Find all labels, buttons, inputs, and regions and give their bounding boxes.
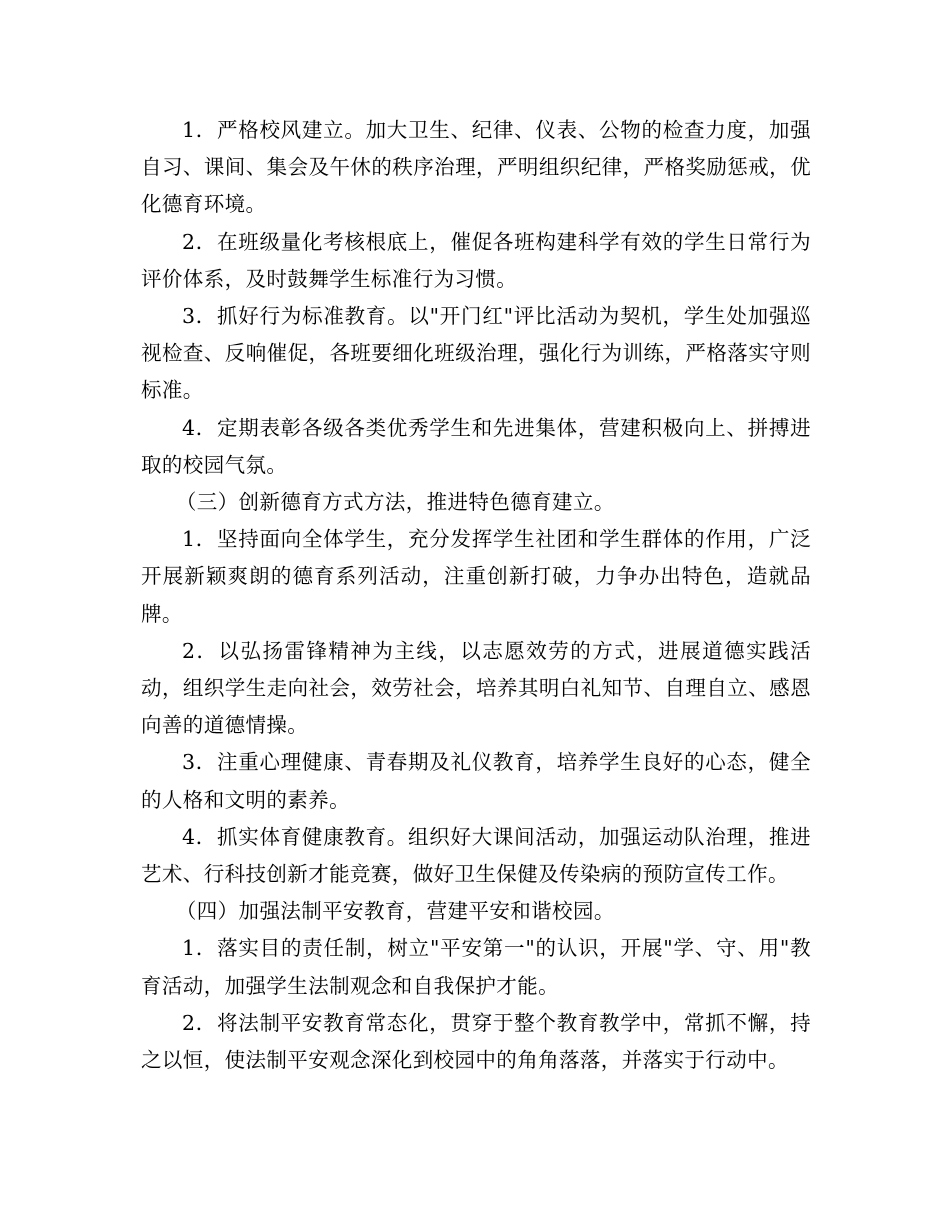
document-body — [141, 112, 811, 1079]
paragraph-item-1: 1．坚持面向全体学生，充分发挥学生社团和学生群体的作用，广泛开展新颖爽朗的德育系列活动，注重创新打破，力争办出特色，造就品牌。 — [141, 527, 811, 626]
paragraph-item-1: 1．严格校风建立。加大卫生、纪律、仪表、公物的检查力度，加强自习、课间、集会及午休的秩序治理，严明组织纪律，严格奖励惩戒，优化德育环境。 — [141, 118, 811, 217]
section-heading-4: （四）加强法制平安教育，营建平安和谐校园。 — [175, 899, 615, 924]
paragraph-item-3: 3．抓好行为标准教育。以"开门红"评比活动为契机，学生处加强巡视检查、反响催促，各班要细化班级治理，强化行为训练，严格落实守则标准。 — [141, 304, 811, 403]
paragraph-item-4: 4．定期表彰各级各类优秀学生和先进集体，营建积极向上、拼搏进取的校园气氛。 — [141, 415, 811, 477]
section-heading-3: （三）创新德育方式方法，推进特色德育建立。 — [175, 490, 615, 515]
paragraph-item-2: 2．在班级量化考核根底上，催促各班构建科学有效的学生日常行为评价体系，及时鼓舞学生标准行为习惯。 — [141, 229, 811, 291]
paragraph-item-2: 2．将法制平安教育常态化，贯穿于整个教育教学中，常抓不懈，持之以恒，使法制平安观念深化到校园中的角角落落，并落实于行动中。 — [141, 1010, 811, 1073]
paragraph-item-1: 1．落实目的责任制，树立"平安第一"的认识，开展"学、守、用"教育活动，加强学生法制观念和自我保护才能。 — [141, 936, 811, 998]
paragraph-item-2: 2．以弘扬雷锋精神为主线，以志愿效劳的方式，进展道德实践活动，组织学生走向社会，效劳社会，培养其明白礼知节、自理自立、感恩向善的道德情操。 — [141, 638, 811, 738]
paragraph-item-4: 4．抓实体育健康教育。组织好大课间活动，加强运动队治理，推进艺术、行科技创新才能竞赛，做好卫生保健及传染病的预防宣传工作。 — [141, 824, 811, 887]
paragraph-item-3: 3．注重心理健康、青春期及礼仪教育，培养学生良好的心态，健全的人格和文明的素养。 — [141, 750, 811, 812]
